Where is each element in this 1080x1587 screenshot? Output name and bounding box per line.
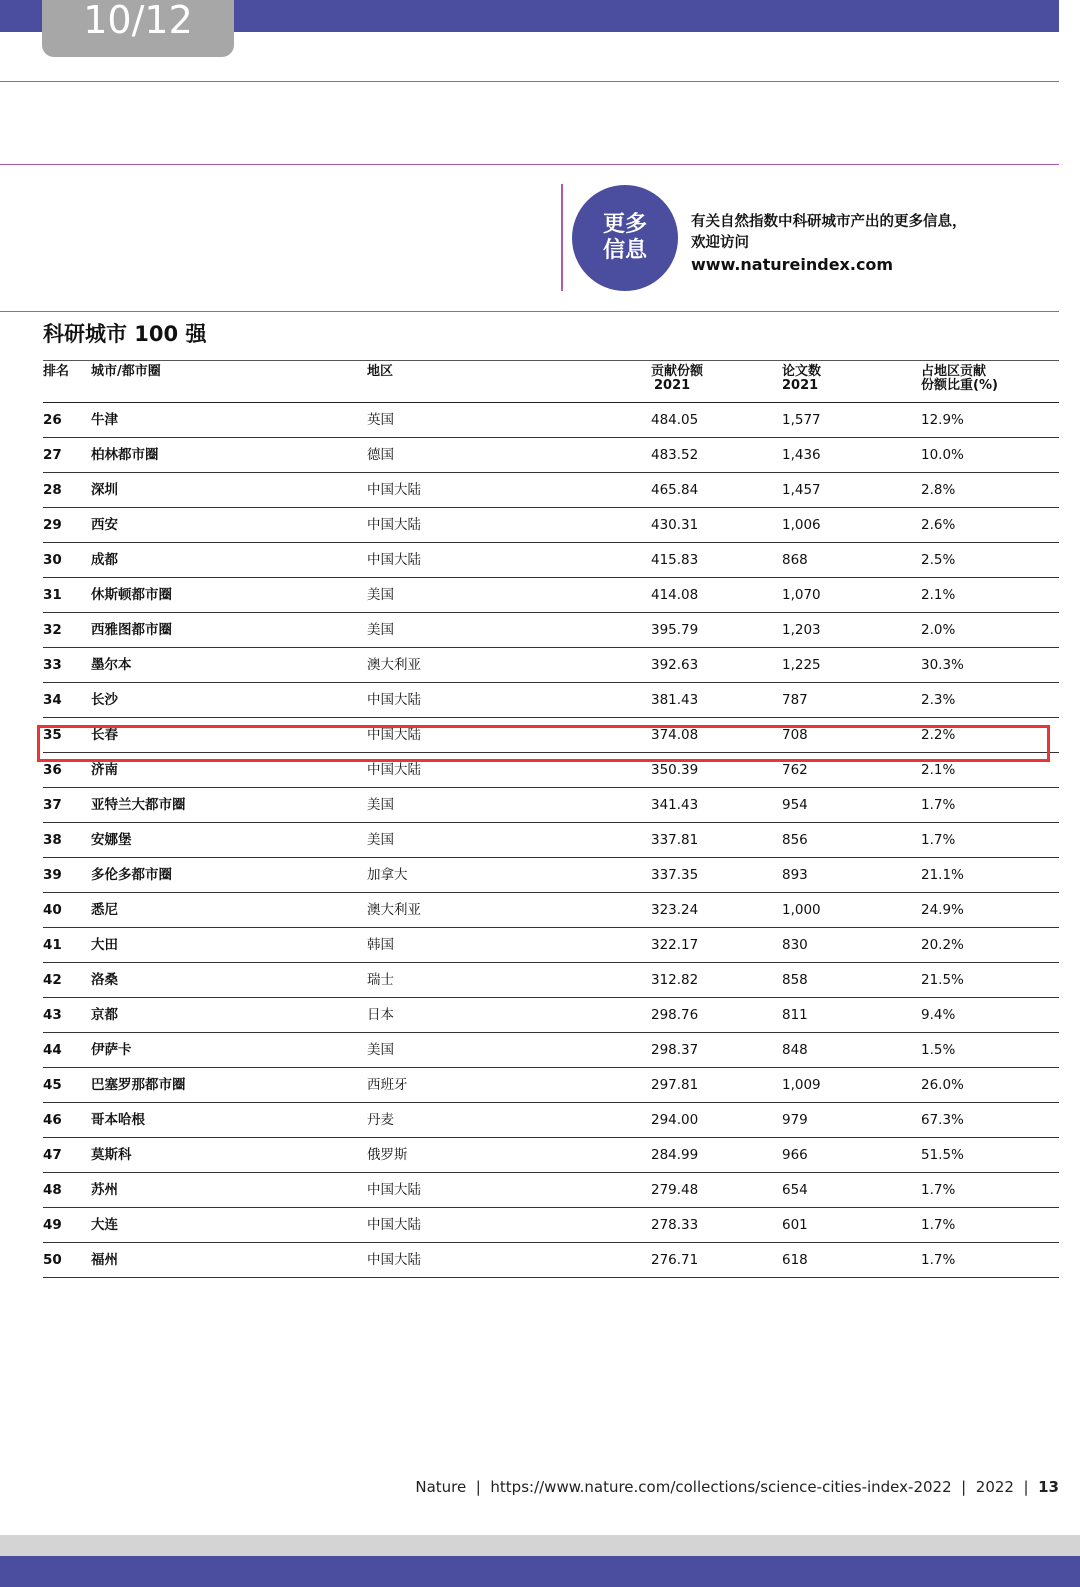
divider-line	[0, 81, 1059, 82]
cell-rank: 43	[43, 1007, 62, 1023]
cell-pct: 1.7%	[921, 832, 956, 848]
header-pct	[921, 365, 998, 393]
table-body	[43, 403, 1059, 1278]
cell-city: 济南	[91, 762, 118, 778]
table-row	[43, 683, 1059, 718]
footer-separator: |	[1023, 1478, 1029, 1496]
cell-share: 415.83	[651, 552, 699, 568]
table-header	[43, 360, 1059, 403]
cell-share: 484.05	[651, 412, 699, 428]
cell-papers: 708	[782, 727, 808, 743]
more-info-badge	[572, 185, 678, 291]
table-row	[43, 1173, 1059, 1208]
cell-region: 澳大利亚	[367, 902, 421, 918]
more-info-text	[691, 212, 967, 275]
header-pct-line2: 份额比重(%)	[921, 378, 998, 393]
cell-papers: 893	[782, 867, 808, 883]
cell-city: 大田	[91, 937, 118, 953]
cell-region: 中国大陆	[367, 762, 421, 778]
cell-rank: 49	[43, 1217, 62, 1233]
cell-region: 中国大陆	[367, 552, 421, 568]
cell-city: 莫斯科	[91, 1147, 132, 1163]
cell-papers: 811	[782, 1007, 808, 1023]
cell-region: 中国大陆	[367, 482, 421, 498]
cell-papers: 954	[782, 797, 808, 813]
cell-rank: 29	[43, 517, 62, 533]
cell-share: 278.33	[651, 1217, 699, 1233]
cell-share: 284.99	[651, 1147, 699, 1163]
cell-rank: 45	[43, 1077, 62, 1093]
cell-papers: 848	[782, 1042, 808, 1058]
header-share-label: 贡献份额	[651, 364, 704, 379]
bottom-banner	[0, 1556, 1080, 1587]
cell-pct: 1.5%	[921, 1042, 956, 1058]
more-info-divider	[561, 184, 563, 291]
more-info-line2: 欢迎访问	[691, 235, 749, 251]
cell-rank: 36	[43, 762, 62, 778]
cell-rank: 47	[43, 1147, 62, 1163]
cell-city: 巴塞罗那都市圈	[91, 1077, 186, 1093]
cell-share: 337.35	[651, 867, 699, 883]
table-row	[43, 613, 1059, 648]
cell-pct: 2.1%	[921, 762, 956, 778]
cell-region: 加拿大	[367, 867, 408, 883]
cell-rank: 26	[43, 412, 62, 428]
cell-rank: 41	[43, 937, 62, 953]
cell-share: 392.63	[651, 657, 699, 673]
cell-region: 德国	[367, 447, 394, 463]
table-row	[43, 508, 1059, 543]
table-row	[43, 928, 1059, 963]
cell-papers: 966	[782, 1147, 808, 1163]
header-share-year: 2021	[654, 378, 691, 393]
cell-rank: 27	[43, 447, 62, 463]
more-info-url[interactable]: www.natureindex.com	[691, 255, 894, 274]
header-papers	[782, 365, 821, 393]
cell-region: 英国	[367, 412, 394, 428]
cell-papers: 618	[782, 1252, 808, 1268]
cell-pct: 2.8%	[921, 482, 956, 498]
cell-pct: 10.0%	[921, 447, 964, 463]
cell-share: 395.79	[651, 622, 699, 638]
cell-pct: 67.3%	[921, 1112, 964, 1128]
cities-table	[43, 360, 1059, 1278]
cell-city: 苏州	[91, 1182, 118, 1198]
cell-rank: 50	[43, 1252, 62, 1268]
highlight-box	[37, 725, 1050, 762]
cell-pct: 1.7%	[921, 797, 956, 813]
cell-pct: 20.2%	[921, 937, 964, 953]
cell-region: 中国大陆	[367, 1217, 421, 1233]
cell-city: 长沙	[91, 692, 118, 708]
table-row	[43, 1103, 1059, 1138]
footer-page-number: 13	[1038, 1478, 1059, 1496]
cell-share: 483.52	[651, 447, 699, 463]
cell-pct: 1.7%	[921, 1217, 956, 1233]
cell-papers: 1,009	[782, 1077, 821, 1093]
cell-rank: 37	[43, 797, 62, 813]
cell-share: 414.08	[651, 587, 699, 603]
bottom-gray-band	[0, 1535, 1080, 1556]
cell-region: 西班牙	[367, 1077, 408, 1093]
cell-pct: 51.5%	[921, 1147, 964, 1163]
table-row	[43, 963, 1059, 998]
cell-city: 多伦多都市圈	[91, 867, 172, 883]
cell-papers: 830	[782, 937, 808, 953]
footer-year: 2022	[975, 1478, 1014, 1496]
header-rank: 排名	[43, 364, 70, 379]
table-row	[43, 578, 1059, 613]
cell-papers: 858	[782, 972, 808, 988]
cell-share: 350.39	[651, 762, 699, 778]
cell-city: 安娜堡	[91, 832, 132, 848]
cell-rank: 28	[43, 482, 62, 498]
cell-share: 381.43	[651, 692, 699, 708]
cell-share: 297.81	[651, 1077, 699, 1093]
header-region: 地区	[367, 364, 394, 379]
cell-rank: 31	[43, 587, 62, 603]
more-info-badge-line2: 信息	[602, 238, 647, 263]
cell-city: 牛津	[91, 412, 118, 428]
cell-share: 465.84	[651, 482, 699, 498]
cell-city: 京都	[91, 1007, 118, 1023]
header-papers-year: 2021	[782, 378, 819, 393]
table-row	[43, 858, 1059, 893]
cell-papers: 762	[782, 762, 808, 778]
cell-pct: 2.5%	[921, 552, 956, 568]
cell-city: 墨尔本	[91, 657, 132, 673]
cell-region: 丹麦	[367, 1112, 394, 1128]
cell-region: 韩国	[367, 937, 394, 953]
table-row	[43, 438, 1059, 473]
cell-region: 澳大利亚	[367, 657, 421, 673]
footer-separator: |	[961, 1478, 967, 1496]
table-row	[43, 893, 1059, 928]
footer-url[interactable]: https://www.nature.com/collections/science-cities-index-2022	[490, 1478, 952, 1496]
cell-pct: 2.6%	[921, 517, 956, 533]
cell-city: 洛桑	[91, 972, 118, 988]
cell-region: 瑞士	[367, 972, 394, 988]
cell-share: 294.00	[651, 1112, 699, 1128]
more-info-badge-line1: 更多	[602, 212, 647, 237]
table-row	[43, 648, 1059, 683]
cell-rank: 44	[43, 1042, 62, 1058]
cell-share: 374.08	[651, 727, 699, 743]
cell-city: 成都	[91, 552, 118, 568]
cell-papers: 1,457	[782, 482, 821, 498]
cell-rank: 42	[43, 972, 62, 988]
cell-rank: 35	[43, 727, 62, 743]
cell-rank: 46	[43, 1112, 62, 1128]
cell-share: 276.71	[651, 1252, 699, 1268]
cell-region: 日本	[367, 1007, 394, 1023]
cell-city: 哥本哈根	[91, 1112, 145, 1128]
header-papers-label: 论文数	[782, 364, 822, 379]
cell-papers: 1,006	[782, 517, 821, 533]
cell-share: 322.17	[651, 937, 699, 953]
page-indicator: 10/12	[42, 0, 234, 57]
table-row	[43, 1243, 1059, 1278]
cell-region: 中国大陆	[367, 1252, 421, 1268]
cell-region: 中国大陆	[367, 692, 421, 708]
cell-rank: 48	[43, 1182, 62, 1198]
cell-city: 长春	[91, 727, 118, 743]
cell-region: 美国	[367, 1042, 394, 1058]
header-city: 城市/都市圈	[91, 364, 161, 379]
cell-region: 中国大陆	[367, 1182, 421, 1198]
cell-city: 亚特兰大都市圈	[91, 797, 186, 813]
cell-region: 俄罗斯	[367, 1147, 408, 1163]
cell-pct: 21.5%	[921, 972, 964, 988]
more-info-line1: 有关自然指数中科研城市产出的更多信息，	[691, 214, 967, 230]
cell-region: 美国	[367, 797, 394, 813]
cell-city: 悉尼	[91, 902, 118, 918]
cell-rank: 34	[43, 692, 62, 708]
cell-pct: 24.9%	[921, 902, 964, 918]
cell-pct: 21.1%	[921, 867, 964, 883]
cell-rank: 32	[43, 622, 62, 638]
cell-papers: 1,000	[782, 902, 821, 918]
table-row	[43, 788, 1059, 823]
cell-share: 279.48	[651, 1182, 699, 1198]
cell-city: 柏林都市圈	[91, 447, 159, 463]
cell-rank: 40	[43, 902, 62, 918]
cell-city: 伊萨卡	[91, 1042, 132, 1058]
cell-share: 430.31	[651, 517, 699, 533]
cell-pct: 30.3%	[921, 657, 964, 673]
cell-rank: 33	[43, 657, 62, 673]
cell-pct: 2.0%	[921, 622, 956, 638]
cell-city: 西雅图都市圈	[91, 622, 172, 638]
cell-rank: 30	[43, 552, 62, 568]
cell-pct: 2.2%	[921, 727, 956, 743]
cell-region: 美国	[367, 832, 394, 848]
cell-share: 341.43	[651, 797, 699, 813]
footer-separator: |	[475, 1478, 481, 1496]
header-share	[651, 365, 703, 393]
cell-region: 中国大陆	[367, 727, 421, 743]
cell-share: 337.81	[651, 832, 699, 848]
cell-papers: 856	[782, 832, 808, 848]
page-footer	[415, 1478, 1059, 1496]
cell-pct: 1.7%	[921, 1252, 956, 1268]
cell-share: 323.24	[651, 902, 699, 918]
cell-papers: 868	[782, 552, 808, 568]
cell-pct: 12.9%	[921, 412, 964, 428]
table-row	[43, 403, 1059, 438]
cell-papers: 979	[782, 1112, 808, 1128]
table-row	[43, 543, 1059, 578]
cell-city: 休斯顿都市圈	[91, 587, 172, 603]
cell-pct: 1.7%	[921, 1182, 956, 1198]
table-row	[43, 473, 1059, 508]
cell-papers: 1,203	[782, 622, 821, 638]
table-row	[43, 823, 1059, 858]
cell-pct: 9.4%	[921, 1007, 956, 1023]
cell-papers: 1,225	[782, 657, 821, 673]
table-row	[43, 1138, 1059, 1173]
cell-city: 深圳	[91, 482, 118, 498]
cell-share: 312.82	[651, 972, 699, 988]
cell-share: 298.37	[651, 1042, 699, 1058]
cell-papers: 787	[782, 692, 808, 708]
table-row	[43, 998, 1059, 1033]
cell-papers: 654	[782, 1182, 808, 1198]
cell-city: 福州	[91, 1252, 118, 1268]
cell-pct: 2.3%	[921, 692, 956, 708]
cell-papers: 601	[782, 1217, 808, 1233]
divider-line	[0, 311, 1059, 312]
cell-rank: 38	[43, 832, 62, 848]
header-pct-line1: 占地区贡献	[921, 364, 987, 379]
cell-region: 中国大陆	[367, 517, 421, 533]
section-title: 科研城市 100 强	[43, 322, 207, 346]
divider-line	[0, 164, 1059, 165]
footer-journal: Nature	[415, 1478, 467, 1496]
table-row	[43, 1033, 1059, 1068]
cell-papers: 1,577	[782, 412, 821, 428]
cell-rank: 39	[43, 867, 62, 883]
cell-city: 西安	[91, 517, 118, 533]
cell-share: 298.76	[651, 1007, 699, 1023]
cell-papers: 1,436	[782, 447, 821, 463]
cell-region: 美国	[367, 587, 394, 603]
more-info-box	[561, 184, 1059, 291]
cell-papers: 1,070	[782, 587, 821, 603]
table-row	[43, 1068, 1059, 1103]
cell-pct: 2.1%	[921, 587, 956, 603]
cell-pct: 26.0%	[921, 1077, 964, 1093]
cell-city: 大连	[91, 1217, 118, 1233]
table-row	[43, 1208, 1059, 1243]
cell-region: 美国	[367, 622, 394, 638]
